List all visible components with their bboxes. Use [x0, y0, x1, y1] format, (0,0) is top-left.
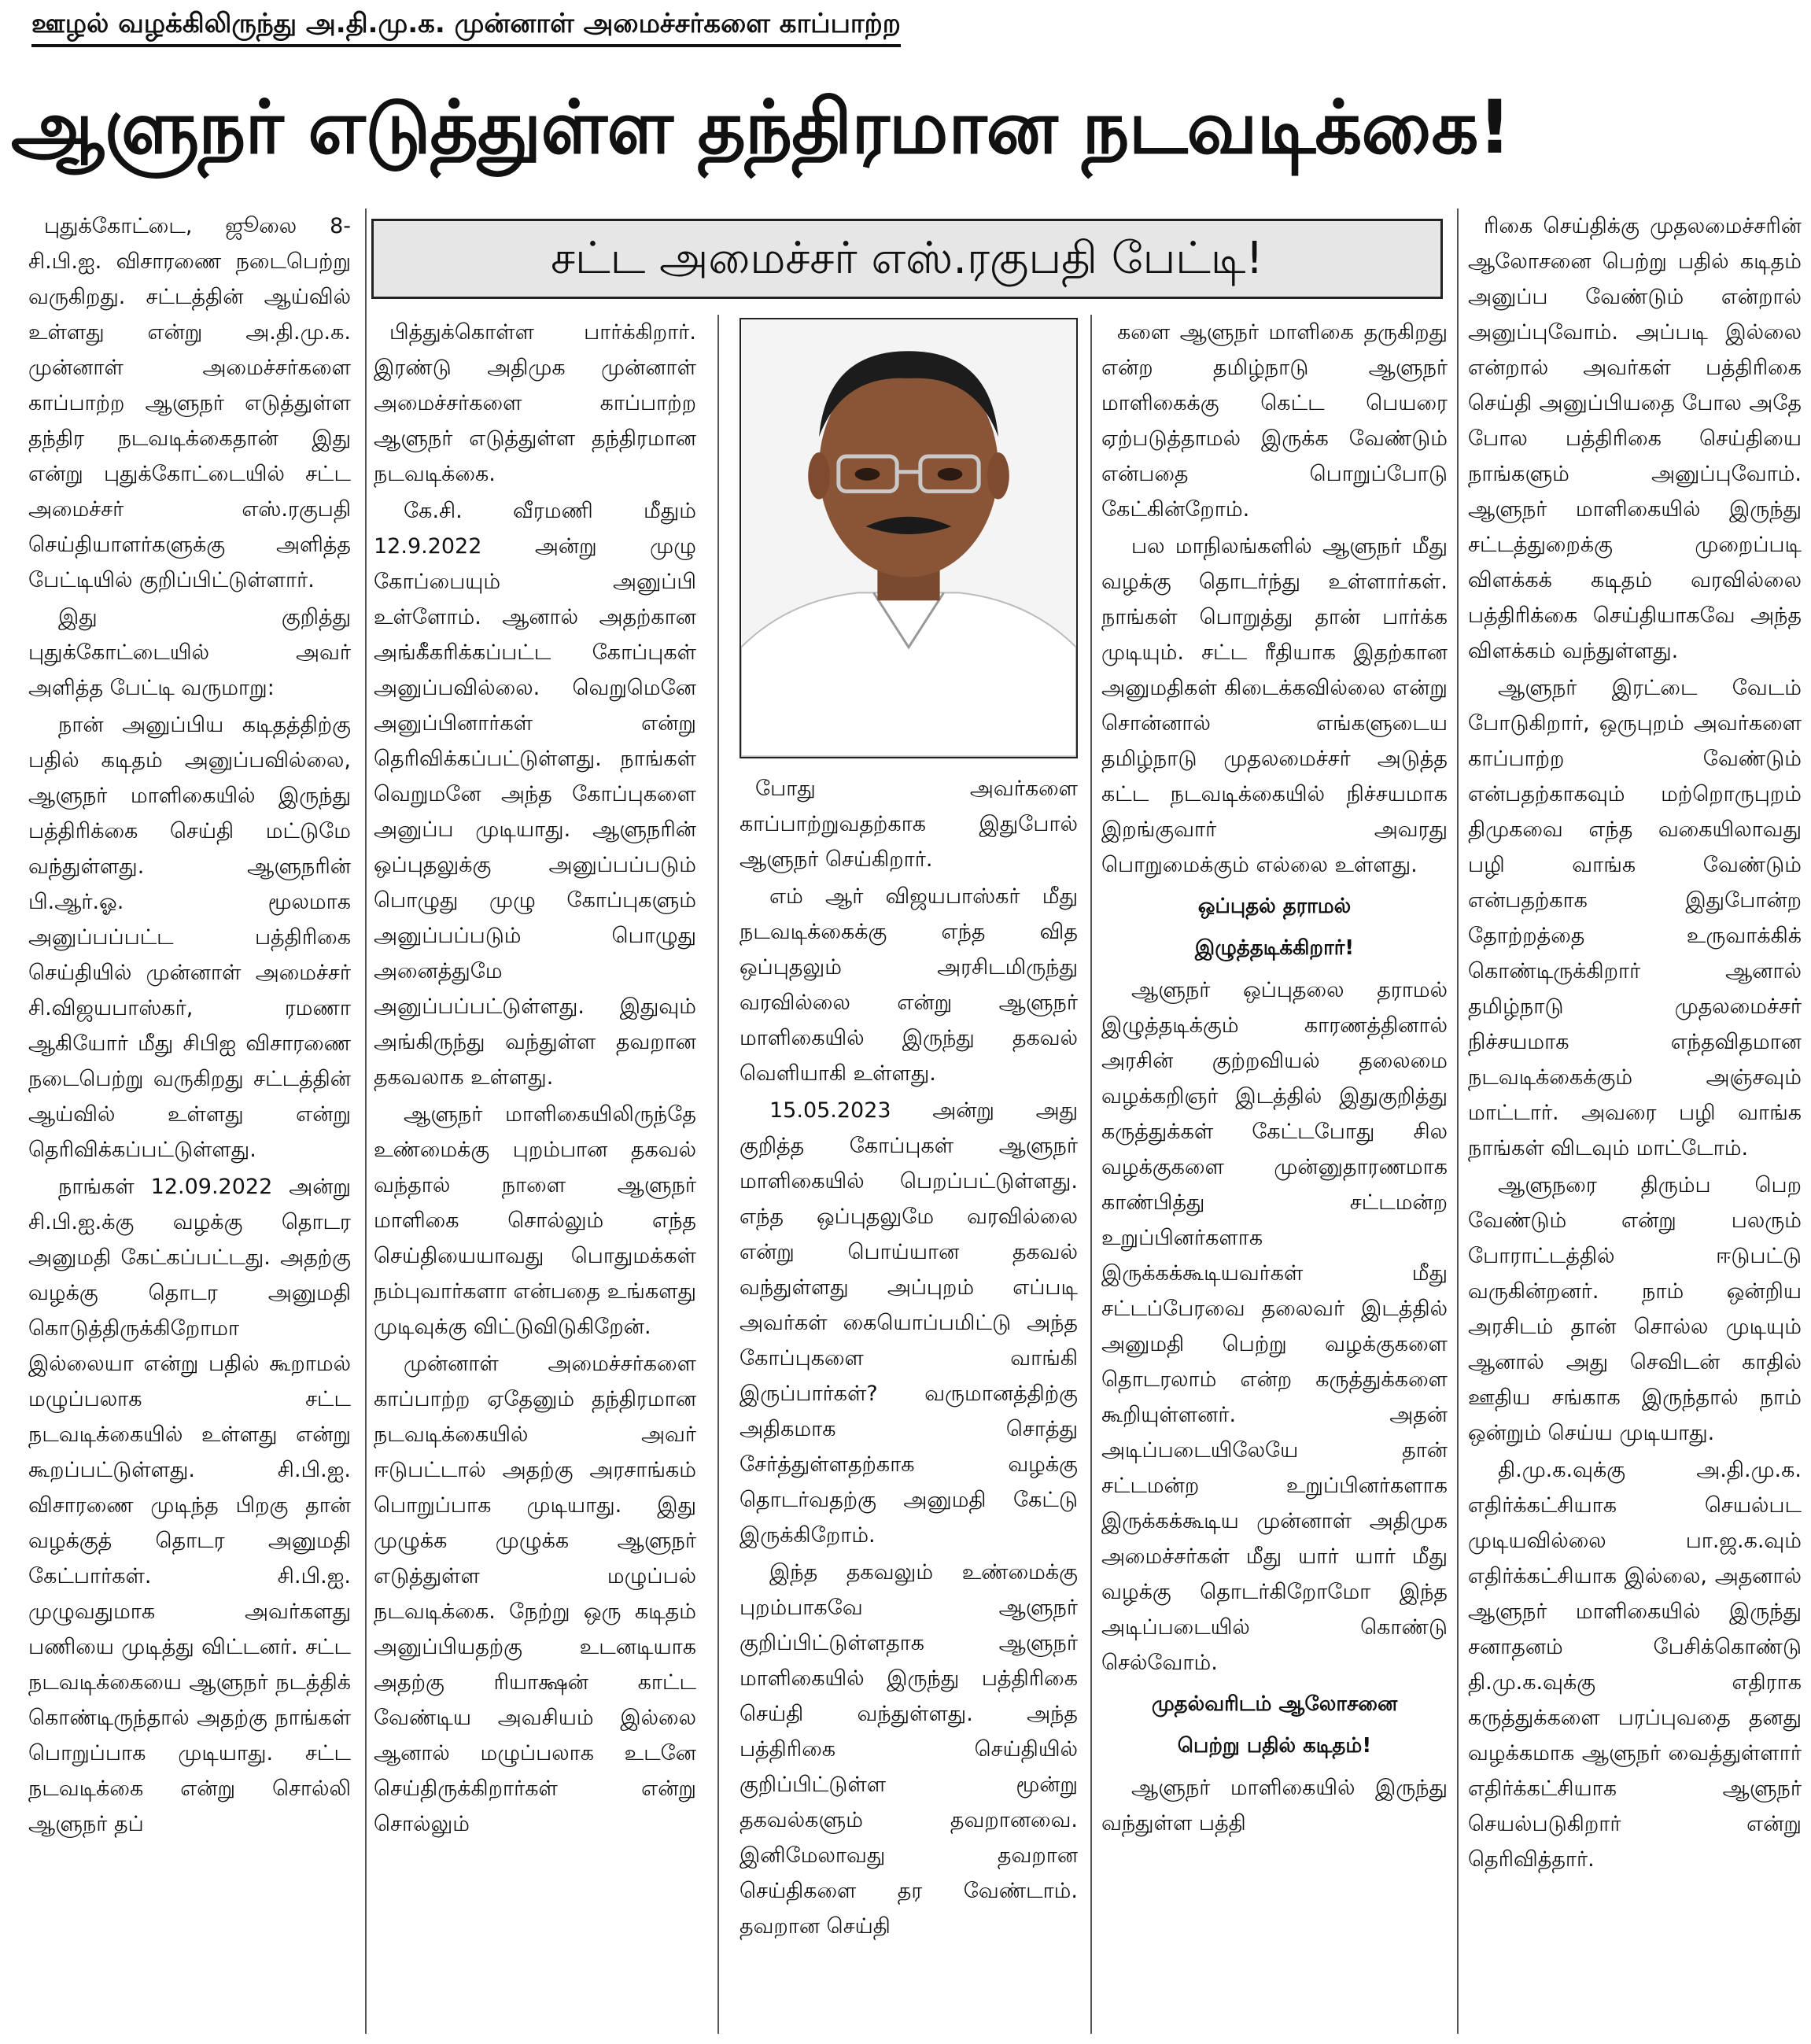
paragraph: நான் அனுப்பிய கடிதத்திற்கு பதில் கடிதம் அனுப்பவில்லை, ஆளுநர் மாளிகையில் இருந்து பத்திரிக்கை செய்தி மட்டுமே வந்துள்ளது. ஆளுநரின் பி.ஆர்.ஓ. மூலமாக அனுப்பப்பட்ட பத்திரிகை செய்தியில் முன்னாள் அமைச்சர் சி.விஜயபாஸ்கர், ரமணா ஆகியோர் மீது சிபிஐ விசாரணை நடைபெற்று வருகிறது சட்டத்தின் ஆய்வில் உள்ளது என்று தெரிவிக்கப்பட்டுள்ளது. [28, 713, 351, 1162]
paragraph: எம் ஆர் விஜயபாஸ்கர் மீது நடவடிக்கைக்கு எந்த வித ஒப்புதலும் அரசிடமிருந்து வரவில்லை என்று ஆளுநர் மாளிகையில் இருந்து தகவல் வெளியாகி உள்ளது. [740, 884, 1078, 1086]
column-rule [1090, 315, 1092, 2034]
paragraph: கே.சி. வீரமணி மீதும் 12.9.2022 அன்று முழு கோப்பையும் அனுப்பி உள்ளோம். ஆனால் அதற்கான அங்கீகரிக்கப்பட்ட கோப்புகள் அனுப்பவில்லை. வெறுமெனே அனுப்பினார்கள் என்று தெரிவிக்கப்பட்டுள்ளது. நாங்கள் வெறுமனே அந்த கோப்புகளை அனுப்ப முடியாது. ஆளுநரின் ஒப்புதலுக்கு அனுப்பப்படும் பொழுது முழு கோப்புகளும் அனுப்பப்படும் பொழுது அனைத்துமே அனுப்பப்பட்டுள்ளது. இதுவும் அங்கிருந்து வந்துள்ள தவறான தகவலாக உள்ளது. [374, 499, 696, 1090]
paragraph: நாங்கள் 12.09.2022 அன்று சி.பி.ஐ.க்கு வழக்கு தொடர அனுமதி கேட்கப்பட்டது. அதற்கு வழக்கு தொடர அனுமதி கொடுத்திருக்கிறோமா இல்லையா என்று பதில் கூறாமல் மழுப்பலாக சட்ட நடவடிக்கையில் உள்ளது என்று கூறப்பட்டுள்ளது. சி.பி.ஐ. விசாரணை முடிந்த பிறகு தான் வழக்குத் தொடர அனுமதி கேட்பார்கள். சி.பி.ஐ. முழுவதுமாக அவர்களது பணியை முடித்து விட்டனர். சட்ட நடவடிக்கையை ஆளுநர் நடத்திக் கொண்டிருந்தால் அதற்கு நாங்கள் பொறுப்பாக முடியாது. சட்ட நடவடிக்கை என்று சொல்லி ஆளுநர் தப் [28, 1175, 351, 1836]
paragraph: ரிகை செய்திக்கு முதலமைச்சரின் ஆலோசனை பெற்று பதில் கடிதம் அனுப்ப வேண்டும் என்றால் அனுப்புவோம். அப்படி இல்லை என்றால் அவர்கள் பத்திரிகை செய்தி அனுப்பியதை போல அதே போல பத்திரிகை செய்தியை நாங்களும் அனுப்புவோம். ஆளுநர் மாளிகையில் இருந்து சட்டத்துறைக்கு முறைப்படி விளக்கக் கடிதம் வரவில்லை பத்திரிக்கை செய்தியாகவே அந்த விளக்கம் வந்துள்ளது. [1468, 214, 1802, 663]
column-rule [365, 208, 367, 2034]
paragraph: இந்த தகவலும் உண்மைக்கு புறம்பாகவே ஆளுநர் குறிப்பிட்டுள்ளதாக ஆளுநர் மாளிகையில் இருந்து பத்திரிகை செய்தி வந்துள்ளது. அந்த பத்திரிகை செய்தியில் குறிப்பிட்டுள்ள மூன்று தகவல்களும் தவறானவை. இனிமேலாவது தவறான செய்திகளை தர வேண்டாம். தவறான செய்தி [740, 1560, 1078, 1939]
portrait-photo-icon [741, 319, 1076, 757]
paragraph: இது குறித்து புதுக்கோட்டையில் அவர் அளித்த பேட்டி வருமாறு: [28, 605, 351, 700]
paragraph: முன்னாள் அமைச்சர்களை காப்பாற்ற ஏதேனும் தந்திரமான நடவடிக்கையில் அவர் ஈடுபட்டால் அதற்கு அரசாங்கம் பொறுப்பாக முடியாது. இது முழுக்க முழுக்க ஆளுநர் எடுத்துள்ள மழுப்பல் நடவடிக்கை. நேற்று ஒரு கடிதம் அனுப்பியதற்கு உடனடியாக அதற்கு ரியாக்ஷன் காட்ட வேண்டிய அவசியம் இல்லை ஆனால் மழுப்பலாக உடனே செய்திருக்கிறார்கள் என்று சொல்லும் [374, 1352, 696, 1836]
main-headline: ஆளுநர் எடுத்துள்ள தந்திரமான நடவடிக்கை! [11, 85, 1511, 171]
paragraph: ஆளுநர் மாளிகையில் இருந்து வந்துள்ள பத்தி [1101, 1776, 1448, 1836]
section-subheading: ஒப்புதல் தராமல் [1197, 895, 1352, 918]
paragraph: களை ஆளுநர் மாளிகை தருகிறது என்ற தமிழ்நாடு ஆளுநர் மாளிகைக்கு கெட்ட பெயரை ஏற்படுத்தாமல் இருக்க வேண்டும் என்பதை பொறுப்போடு கேட்கின்றோம். [1101, 320, 1448, 522]
kicker-headline: ஊழல் வழக்கிலிருந்து அ.தி.மு.க. முன்னாள் அமைச்சர்களை காப்பாற்ற [31, 5, 901, 47]
paragraph: ஆளுநரை திரும்ப பெற வேண்டும் என்று பலரும் போராட்டத்தில் ஈடுபட்டு வருகின்றனர். நாம் ஒன்றிய அரசிடம் தான் சொல்ல முடியும் ஆனால் அது செவிடன் காதில் ஊதிய சங்காக இருந்தால் நாம் ஒன்றும் செய்ய முடியாது. [1468, 1173, 1802, 1445]
article-column-3 [740, 771, 1078, 2034]
paragraph: ஆளுநர் இரட்டை வேடம் போடுகிறார், ஒருபுறம் அவர்களை காப்பாற்ற வேண்டும் என்பதற்காகவும் மற்றொருபுறம் திமுகவை எந்த வகையிலாவது பழி வாங்க வேண்டும் என்பதற்காக இதுபோன்ற தோற்றத்தை உருவாக்கிக் கொண்டிருக்கிறார் ஆனால் தமிழ்நாடு முதலமைச்சர் நிச்சயமாக எந்தவிதமான நடவடிக்கைக்கும் அஞ்சவும் மாட்டார். அவரை பழி வாங்க நாங்கள் விடவும் மாட்டோம். [1468, 676, 1802, 1160]
subheadline-box: சட்ட அமைச்சர் எஸ்.ரகுபதி பேட்டி! [371, 219, 1443, 299]
article-column-5 [1468, 208, 1802, 2034]
paragraph: 15.05.2023 அன்று அது குறித்த கோப்புகள் ஆளுநர் மாளிகையில் பெறப்பட்டுள்ளது. எந்த ஒப்புதலுமே வரவில்லை என்று பொய்யான தகவல் வந்துள்ளது அப்புறம் எப்படி அவர்கள் கையொப்பமிட்டு அந்த கோப்புகளை வாங்கி இருப்பார்கள்? வருமானத்திற்கு அதிகமாக சொத்து சேர்த்துள்ளதற்காக வழக்கு தொடர்வதற்கு அனுமதி கேட்டு இருக்கிறோம். [740, 1098, 1078, 1548]
paragraph: போது அவர்களை காப்பாற்றுவதற்காக இதுபோல் ஆளுநர் செய்கிறார். [740, 777, 1078, 872]
article-column-4 [1101, 315, 1448, 2034]
column-rule [1457, 208, 1459, 2034]
section-subheading: முதல்வரிடம் ஆலோசனை [1151, 1692, 1398, 1716]
section-subheading: இழுத்தடிக்கிறார்! [1194, 936, 1355, 960]
paragraph: ஆளுநர் மாளிகையிலிருந்தே உண்மைக்கு புறம்பான தகவல் வந்தால் நாளை ஆளுநர் மாளிகை சொல்லும் எந்த செய்தியையாவது பொதுமக்கள் நம்புவார்களா என்பதை உங்களது முடிவுக்கு விட்டுவிடுகிறேன். [374, 1102, 696, 1339]
paragraph: பல மாநிலங்களில் ஆளுநர் மீது வழக்கு தொடர்ந்து உள்ளார்கள். நாங்கள் பொறுத்து தான் பார்க்க முடியும். சட்ட ரீதியாக இதற்கான அனுமதிகள் கிடைக்கவில்லை என்று சொன்னால் எங்களுடைய தமிழ்நாடு முதலமைச்சர் அடுத்த கட்ட நடவடிக்கையில் நிச்சயமாக இறங்குவார் அவரது பொறுமைக்கும் எல்லை உள்ளது. [1101, 534, 1448, 877]
column-rule [717, 315, 719, 2034]
paragraph: பித்துக்கொள்ள பார்க்கிறார். இரண்டு அதிமுக முன்னாள் அமைச்சர்களை காப்பாற்ற ஆளுநர் எடுத்துள்ள தந்திரமான நடவடிக்கை. [374, 320, 696, 486]
article-column-1 [28, 208, 351, 2034]
portrait-photo [740, 318, 1078, 758]
section-subheading: பெற்று பதில் கடிதம்! [1177, 1734, 1372, 1758]
article-column-2 [374, 315, 696, 2034]
paragraph: புதுக்கோட்டை, ஜூலை 8- சி.பி.ஐ. விசாரணை நடைபெற்று வருகிறது. சட்டத்தின் ஆய்வில் உள்ளது என்று அ.தி.மு.க. முன்னாள் அமைச்சர்களை காப்பாற்ற ஆளுநர் எடுத்துள்ள தந்திர நடவடிக்கைதான் இது என்று புதுக்கோட்டையில் சட்ட அமைச்சர் எஸ்.ரகுபதி செய்தியாளர்களுக்கு அளித்த பேட்டியில் குறிப்பிட்டுள்ளார். [28, 214, 351, 592]
paragraph: ஆளுநர் ஒப்புதலை தராமல் இழுத்தடிக்கும் காரணத்தினால் அரசின் குற்றவியல் தலைமை வழக்கறிஞர் இடத்தில் இதுகுறித்து கருத்துக்கள் கேட்டபோது சில வழக்குகளை முன்னுதாரணமாக காண்பித்து சட்டமன்ற உறுப்பினர்களாக இருக்கக்கூடியவர்கள் மீது சட்டப்பேரவை தலைவர் இடத்தில் அனுமதி பெற்று வழக்குகளை தொடரலாம் என்ற கருத்துக்களை கூறியுள்ளனர். அதன் அடிப்படையிலேயே தான் சட்டமன்ற உறுப்பினர்களாக இருக்கக்கூடிய முன்னாள் அதிமுக அமைச்சர்கள் மீது யார் யார் மீது வழக்கு தொடர்கிறோமோ இந்த அடிப்படையில் கொண்டு செல்வோம். [1101, 978, 1448, 1675]
paragraph: தி.மு.க.வுக்கு அ.தி.மு.க. எதிர்க்கட்சியாக செயல்பட முடியவில்லை பா.ஜ.க.வும் எதிர்க்கட்சியாக இல்லை, அதனால் ஆளுநர் மாளிகையில் இருந்து சனாதனம் பேசிக்கொண்டு தி.மு.க.வுக்கு எதிராக கருத்துக்களை பரப்புவதை தனது வழக்கமாக ஆளுநர் வைத்துள்ளார் எதிர்க்கட்சியாக ஆளுநர் செயல்படுகிறார் என்று தெரிவித்தார். [1468, 1458, 1802, 1872]
